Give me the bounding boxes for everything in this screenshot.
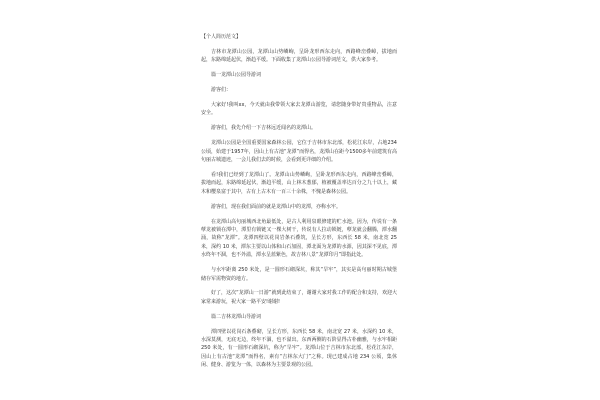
- paragraph: 龙潭山公园是全国重要国家森林公园，它位于吉林市东北部，松花江东岸，占地234公顷，始建于1957年，因山上有古池“龙潭”而得名，龙潭山在距今1500多年前建筑有高句丽古城遗迹，一会儿我们去的时候，会看到更详细的介绍。: [201, 140, 397, 164]
- document-body: [201, 33, 397, 376]
- paragraph: 游客们，我先介绍一下吉林远近闻名的龙潭山。: [211, 125, 317, 132]
- paragraph: 游客们，现在我们面前的就是龙潭山中的龙潭，亦称水牢。: [211, 203, 342, 210]
- paragraph: 看!我们已经到了龙潭山了。龙潭山山势嶙峋，呈卧龙形西东走向，西路峰峦叠嶂，拔地而起，东路绵延起伏，渐趋平缓，山上林木葱郁，植被覆盖率达百分之九十以上，藏木和樱泉富于其中，古有上古木有一百三十余株，不愧是森林公园。: [201, 171, 397, 195]
- paragraph: 与水牢距离 250 米处，是一圆形石砌深坑，称其“旱牢”，其实是高句丽时期古城堡储存军需物资的地方。: [201, 267, 397, 282]
- paragraph: 潭四壁以花岗石条叠砌，呈长方形，东西长 58 米，南北宽 27 米，水深约 10 米，水深莫测，无底无边，终年不涸，也不溢出。东西两侧的石阶显得古朴幽雅，与水牢相距 250 米处，有一圆形石砌深坑，称为“旱牢”。龙潭山位于吉林市东北部，松花江东岸，因山上有古池“龙潭”而得名，素有“吉林东大门”之称。现已建成占地 234 公顷，集休闲、健身、游览为一体，以森林为主要景观的公园。: [201, 328, 397, 369]
- paragraph: 好了，这次“龙潭山一日游”就到此结束了，谢谢大家对我工作的配合和支持，欢迎大家常来游玩，祝大家一路平安!谢谢!: [201, 290, 397, 305]
- doc-category-tag: 【个人简历范文】: [201, 34, 242, 40]
- greeting-line: 游客们：: [211, 87, 232, 94]
- section-heading-1: 篇一龙潭山公园导游词: [211, 72, 262, 79]
- paragraph: 在龙潭山高句丽城西北角最低处，是古人利用泉眼修建的贮水池。因为，传说有一条孽龙被锁在潭中，潭里有锁链又一棵大树干，传说有人拉动锁链，孽龙就会翻腾，潭水翻涌，故称“龙潭”。龙潭四壁以花岗岩条石叠筑，呈长方形，东西长 58 米，南北宽 25 米，深约 10 米，潭东主要以山体和山石加固，潭北面为龙潭的水源，因其深不见底，潭水终年不涸，也不外溢，潭水呈蓝紫色，故吉林八景“龙潭印月”即指此处。: [201, 218, 397, 259]
- paragraph: 大家好!我叫xx，今天就由我带领大家去龙潭山游览，请您随身带好贵重物品，注意安全。: [201, 102, 397, 117]
- section-heading-2: 篇二吉林龙潭山导游词: [211, 313, 262, 320]
- intro-paragraph: 吉林市龙潭山公园，龙潭山山势嶙峋，呈卧龙形西东走向，西路峰峦叠嶂，拔地而起，东路绵延起伏，渐趋平缓。下面收集了龙潭山公园导游词范文，供大家参考。: [201, 48, 397, 64]
